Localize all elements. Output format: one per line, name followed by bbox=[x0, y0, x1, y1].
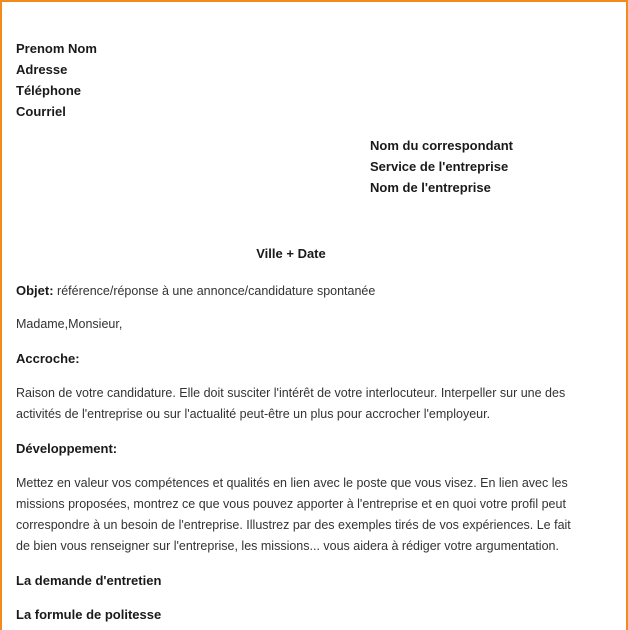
hook-line: activités de l'entreprise ou sur l'actualité peut-être un plus pour accrocher l'employeur. bbox=[16, 407, 491, 421]
hook-heading: Accroche: bbox=[16, 351, 80, 366]
sender-phone: Téléphone bbox=[16, 83, 82, 98]
sender-name: Prenom Nom bbox=[16, 41, 97, 56]
development-heading: Développement: bbox=[16, 441, 118, 456]
development-line: missions proposées, montrez ce que vous pouvez apporter à l'entreprise et en quoi votre profil peut bbox=[16, 497, 566, 511]
salutation: Madame,Monsieur, bbox=[16, 317, 123, 331]
recipient-service: Service de l'entreprise bbox=[370, 159, 509, 174]
sender-email: Courriel bbox=[16, 104, 66, 119]
recipient-name: Nom du correspondant bbox=[370, 138, 514, 153]
development-line: Mettez en valeur vos compétences et qualités en lien avec le poste que vous visez. En lien avec les bbox=[16, 476, 568, 490]
development-paragraph bbox=[16, 473, 616, 557]
interview-heading: La demande d'entretien bbox=[16, 573, 162, 588]
city-date: Ville + Date bbox=[256, 246, 326, 261]
sender-address: Adresse bbox=[16, 62, 68, 77]
recipient-block bbox=[370, 135, 513, 198]
development-line: correspondre à un besoin de l'entreprise. Illustrez par des exemples tirés de vos expériences. Le fait bbox=[16, 518, 571, 532]
sender-block bbox=[16, 38, 97, 122]
subject-text: référence/réponse à une annonce/candidature spontanée bbox=[53, 284, 376, 298]
politeness-heading: La formule de politesse bbox=[16, 607, 162, 622]
hook-line: Raison de votre candidature. Elle doit susciter l'intérêt de votre interlocuteur. Interpeller sur une des bbox=[16, 386, 566, 400]
hook-paragraph bbox=[16, 383, 616, 425]
subject-line bbox=[16, 280, 616, 302]
recipient-company: Nom de l'entreprise bbox=[370, 180, 491, 195]
subject-label: Objet: bbox=[16, 283, 54, 298]
development-line: de bien vous renseigner sur l'entreprise, les missions... vous aidera à rédiger votre argumentation. bbox=[16, 539, 559, 553]
